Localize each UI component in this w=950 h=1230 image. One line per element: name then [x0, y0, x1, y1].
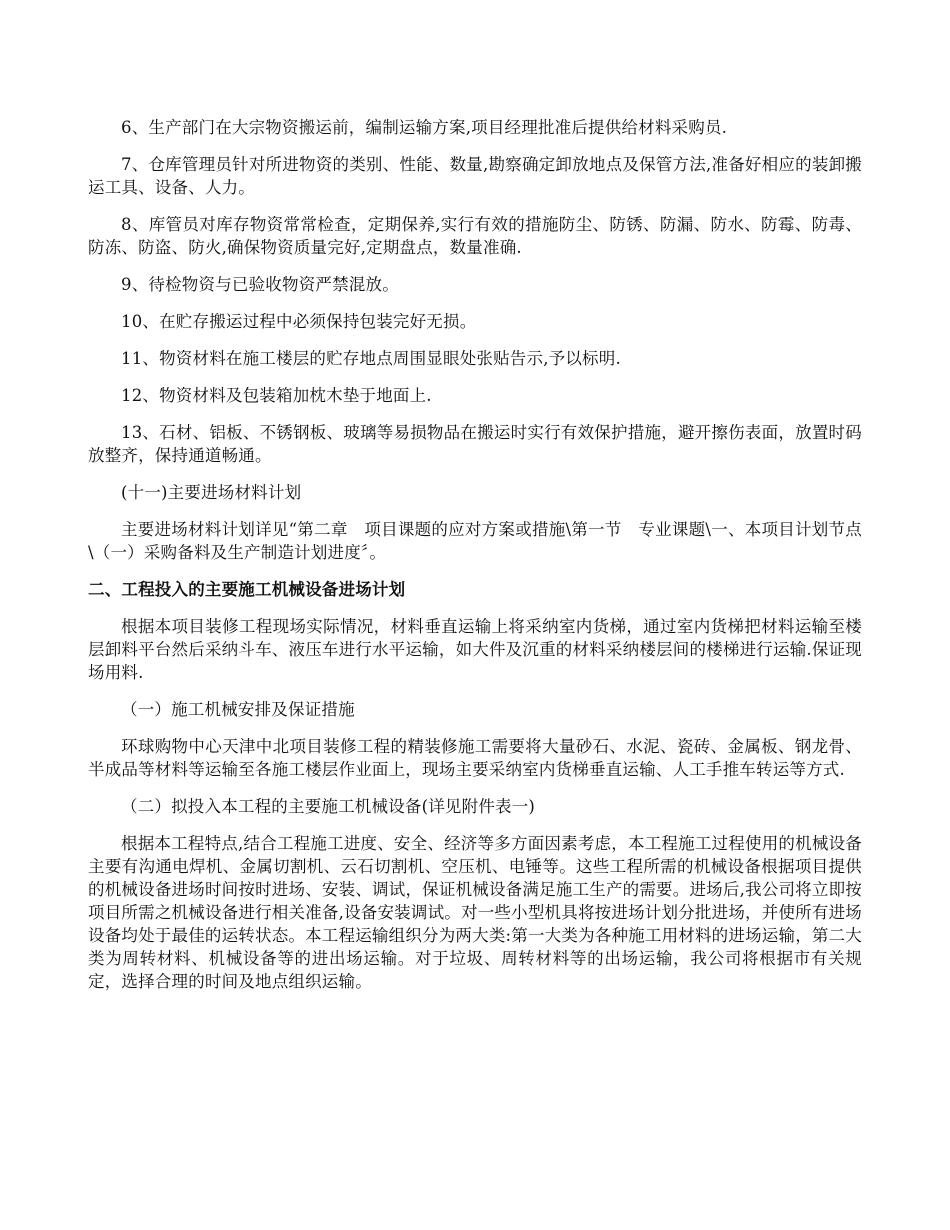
subheading-main-equipment: （二）拟投入本工程的主要施工机械设备(详见附件表一) — [121, 797, 536, 816]
paragraph-item-8: 8、库管员对库存物资常常检查，定期保养,实行有效的措施防尘、防锈、防漏、防水、防霉、防毒、防冻、防盗、防火,确保物资质量完好,定期盘点，数量准确. — [88, 215, 862, 257]
paragraph-project-transport: 环球购物中心天津中北项目装修工程的精装修施工需要将大量砂石、水泥、瓷砖、金属板、钢龙骨、半成品等材料等运输至各施工楼层作业面上，现场主要采纳室内货梯垂直运输、人工手推车转运等方式. — [88, 737, 862, 779]
subheading-machinery-arrangement: （一）施工机械安排及保证措施 — [121, 700, 355, 719]
paragraph-item-9: 9、待检物资与已验收物资严禁混放。 — [121, 275, 399, 294]
paragraph-material-plan: 主要进场材料计划详见“第二章 项目课题的应对方案或措施\第一节 专业课题\一、本项目计划节点\（一）采购备料及生产制造计划进度〞。 — [88, 520, 862, 562]
paragraph-item-10: 10、在贮存搬运过程中必须保持包装完好无损。 — [121, 312, 477, 331]
paragraph-item-12: 12、物资材料及包装箱加枕木垫于地面上. — [121, 386, 432, 405]
paragraph-item-11: 11、物资材料在施工楼层的贮存地点周围显眼处张贴告示,予以标明. — [121, 349, 621, 368]
section-heading-machinery: 二、工程投入的主要施工机械设备进场计划 — [88, 580, 406, 599]
paragraph-item-13: 13、石材、铝板、不锈钢板、玻璃等易损物品在搬运时实行有效保护措施，避开擦伤表面，放置时码放整齐，保持通道畅通。 — [88, 423, 862, 465]
paragraph-transport: 根据本项目装修工程现场实际情况，材料垂直运输上将采纳室内货梯，通过室内货梯把材料运输至楼层卸料平台然后采纳斗车、液压车进行水平运输，如大件及沉重的材料采纳楼层间的楼梯进行运输.保证现场用料. — [88, 617, 862, 682]
paragraph-item-7: 7、仓库管理员针对所进物资的类别、性能、数量,勘察确定卸放地点及保管方法,准备好相应的装卸搬运工具、设备、人力。 — [88, 155, 862, 197]
paragraph-equipment-detail: 根据本工程特点,结合工程施工进度、安全、经济等多方面因素考虑，本工程施工过程使用的机械设备主要有沟通电焊机、金属切割机、云石切割机、空压机、电锤等。这些工程所需的机械设备根据项目提供的机械设备进场时间按时进场、安装、调试，保证机械设备满足施工生产的需要。进场后,我公司将立即按项目所需之机械设备进行相关准备,设备安装调试。对一些小型机具将按进场计划分批进场，并使所有进场设备均处于最佳的运转状态。本工程运输组织分为两大类:第一大类为各种施工用材料的进场运输，第二大类为周转材料、机械设备等的进出场运输。对于垃圾、周转材料等的出场运输，我公司将根据市有关规定，选择合理的时间及地点组织运输。 — [88, 834, 862, 991]
subheading-material-plan: (十一)主要进场材料计划 — [121, 483, 302, 502]
paragraph-item-6: 6、生产部门在大宗物资搬运前，编制运输方案,项目经理批准后提供给材料采购员. — [121, 118, 728, 137]
